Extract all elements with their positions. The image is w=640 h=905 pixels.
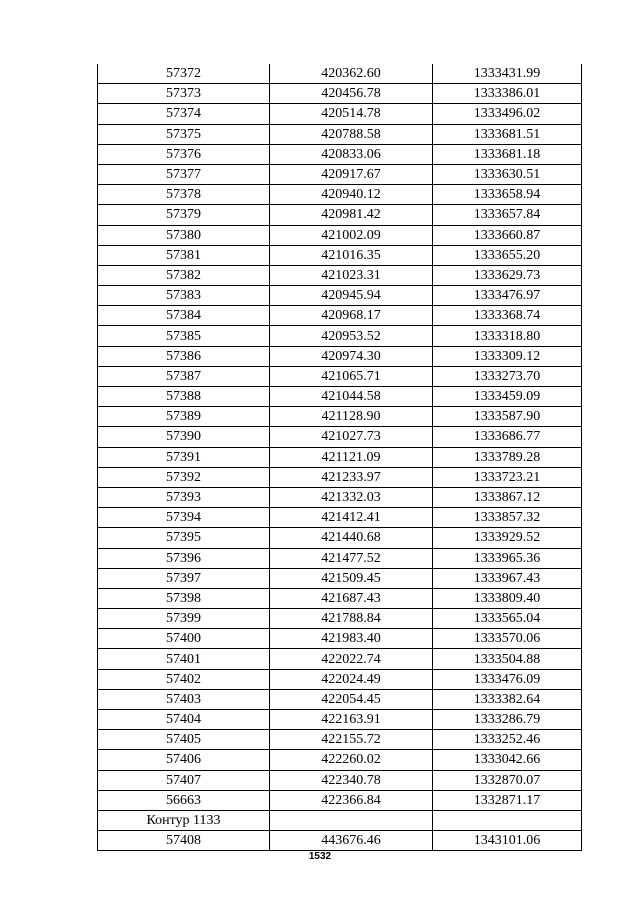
x-coordinate-cell: 422022.74	[270, 649, 433, 669]
y-coordinate-cell: 1333476.97	[433, 286, 582, 306]
point-number-cell: 57398	[98, 588, 270, 608]
x-coordinate-cell: 420940.12	[270, 185, 433, 205]
x-coordinate-cell: 421788.84	[270, 609, 433, 629]
x-coordinate-cell: 420981.42	[270, 205, 433, 225]
y-coordinate-cell: 1333857.32	[433, 508, 582, 528]
y-coordinate-cell: 1333660.87	[433, 225, 582, 245]
table-row	[98, 629, 582, 649]
point-number-cell: 57392	[98, 467, 270, 487]
y-coordinate-cell: 1333629.73	[433, 265, 582, 285]
coordinate-table-body	[98, 64, 582, 851]
point-number-cell: 57386	[98, 346, 270, 366]
x-coordinate-cell: 421332.03	[270, 487, 433, 507]
page-number: 1532	[308, 851, 332, 862]
y-coordinate-cell: 1333382.64	[433, 689, 582, 709]
y-coordinate-cell: 1333655.20	[433, 245, 582, 265]
y-coordinate-cell: 1333496.02	[433, 104, 582, 124]
x-coordinate-cell: 420974.30	[270, 346, 433, 366]
x-coordinate-cell: 420514.78	[270, 104, 433, 124]
x-coordinate-cell: 422024.49	[270, 669, 433, 689]
point-number-cell: 57400	[98, 629, 270, 649]
x-coordinate-cell: 421065.71	[270, 366, 433, 386]
table-row	[98, 205, 582, 225]
point-number-cell: 57377	[98, 164, 270, 184]
x-coordinate-cell: 420945.94	[270, 286, 433, 306]
y-coordinate-cell: 1333459.09	[433, 387, 582, 407]
y-coordinate-cell: 1332871.17	[433, 790, 582, 810]
point-number-cell: 57397	[98, 568, 270, 588]
table-row	[98, 467, 582, 487]
point-number-cell: 57407	[98, 770, 270, 790]
point-number-cell: 57378	[98, 185, 270, 205]
point-number-cell: 57406	[98, 750, 270, 770]
table-row	[98, 730, 582, 750]
y-coordinate-cell: 1343101.06	[433, 831, 582, 851]
y-coordinate-cell: 1333273.70	[433, 366, 582, 386]
table-row	[98, 710, 582, 730]
contour-header-row	[98, 810, 582, 830]
x-coordinate-cell: 420833.06	[270, 144, 433, 164]
x-coordinate-cell: 422366.84	[270, 790, 433, 810]
point-number-cell: 57402	[98, 669, 270, 689]
y-coordinate-cell: 1333967.43	[433, 568, 582, 588]
y-coordinate-cell: 1333476.09	[433, 669, 582, 689]
table-row	[98, 689, 582, 709]
point-number-cell: 57383	[98, 286, 270, 306]
table-row	[98, 185, 582, 205]
y-coordinate-cell: 1333368.74	[433, 306, 582, 326]
table-row	[98, 144, 582, 164]
y-coordinate-cell: 1333723.21	[433, 467, 582, 487]
point-number-cell: 57374	[98, 104, 270, 124]
table-row	[98, 568, 582, 588]
table-row	[98, 407, 582, 427]
table-row	[98, 831, 582, 851]
table-row	[98, 508, 582, 528]
y-coordinate-cell: 1333431.99	[433, 64, 582, 84]
point-number-cell: 57401	[98, 649, 270, 669]
y-coordinate-cell: 1333789.28	[433, 447, 582, 467]
point-number-cell: 56663	[98, 790, 270, 810]
empty-cell	[270, 810, 433, 830]
y-coordinate-cell: 1333929.52	[433, 528, 582, 548]
table-row	[98, 387, 582, 407]
contour-label: Контур 1133	[98, 810, 270, 830]
y-coordinate-cell: 1333042.66	[433, 750, 582, 770]
y-coordinate-cell: 1333309.12	[433, 346, 582, 366]
x-coordinate-cell: 421016.35	[270, 245, 433, 265]
table-row	[98, 649, 582, 669]
point-number-cell: 57390	[98, 427, 270, 447]
y-coordinate-cell: 1333570.06	[433, 629, 582, 649]
point-number-cell: 57393	[98, 487, 270, 507]
point-number-cell: 57387	[98, 366, 270, 386]
table-row	[98, 588, 582, 608]
y-coordinate-cell: 1333386.01	[433, 84, 582, 104]
y-coordinate-cell: 1333252.46	[433, 730, 582, 750]
coordinate-table	[97, 64, 582, 851]
point-number-cell: 57384	[98, 306, 270, 326]
x-coordinate-cell: 421440.68	[270, 528, 433, 548]
x-coordinate-cell: 422163.91	[270, 710, 433, 730]
x-coordinate-cell: 421027.73	[270, 427, 433, 447]
table-row	[98, 609, 582, 629]
x-coordinate-cell: 420968.17	[270, 306, 433, 326]
y-coordinate-cell: 1333504.88	[433, 649, 582, 669]
x-coordinate-cell: 420917.67	[270, 164, 433, 184]
x-coordinate-cell: 421983.40	[270, 629, 433, 649]
y-coordinate-cell: 1333630.51	[433, 164, 582, 184]
x-coordinate-cell: 420953.52	[270, 326, 433, 346]
table-row	[98, 447, 582, 467]
point-number-cell: 57399	[98, 609, 270, 629]
x-coordinate-cell: 421023.31	[270, 265, 433, 285]
point-number-cell: 57391	[98, 447, 270, 467]
table-row	[98, 286, 582, 306]
table-row	[98, 104, 582, 124]
y-coordinate-cell: 1333809.40	[433, 588, 582, 608]
x-coordinate-cell: 421128.90	[270, 407, 433, 427]
empty-cell	[433, 810, 582, 830]
point-number-cell: 57376	[98, 144, 270, 164]
point-number-cell: 57382	[98, 265, 270, 285]
point-number-cell: 57395	[98, 528, 270, 548]
point-number-cell: 57394	[98, 508, 270, 528]
x-coordinate-cell: 421002.09	[270, 225, 433, 245]
table-row	[98, 64, 582, 84]
y-coordinate-cell: 1333318.80	[433, 326, 582, 346]
x-coordinate-cell: 422260.02	[270, 750, 433, 770]
table-row	[98, 225, 582, 245]
point-number-cell: 57396	[98, 548, 270, 568]
y-coordinate-cell: 1333587.90	[433, 407, 582, 427]
x-coordinate-cell: 421233.97	[270, 467, 433, 487]
table-row	[98, 770, 582, 790]
x-coordinate-cell: 421477.52	[270, 548, 433, 568]
point-number-cell: 57388	[98, 387, 270, 407]
table-row	[98, 366, 582, 386]
y-coordinate-cell: 1333681.51	[433, 124, 582, 144]
y-coordinate-cell: 1333657.84	[433, 205, 582, 225]
y-coordinate-cell: 1333867.12	[433, 487, 582, 507]
table-row	[98, 750, 582, 770]
table-row	[98, 346, 582, 366]
table-row	[98, 528, 582, 548]
point-number-cell: 57375	[98, 124, 270, 144]
y-coordinate-cell: 1333286.79	[433, 710, 582, 730]
point-number-cell: 57381	[98, 245, 270, 265]
y-coordinate-cell: 1333965.36	[433, 548, 582, 568]
table-row	[98, 427, 582, 447]
x-coordinate-cell: 421687.43	[270, 588, 433, 608]
table-row	[98, 326, 582, 346]
y-coordinate-cell: 1333565.04	[433, 609, 582, 629]
x-coordinate-cell: 422155.72	[270, 730, 433, 750]
table-row	[98, 245, 582, 265]
x-coordinate-cell: 422054.45	[270, 689, 433, 709]
point-number-cell: 57379	[98, 205, 270, 225]
point-number-cell: 57404	[98, 710, 270, 730]
table-row	[98, 548, 582, 568]
table-row	[98, 669, 582, 689]
x-coordinate-cell: 443676.46	[270, 831, 433, 851]
point-number-cell: 57380	[98, 225, 270, 245]
x-coordinate-cell: 421044.58	[270, 387, 433, 407]
table-row	[98, 124, 582, 144]
x-coordinate-cell: 420788.58	[270, 124, 433, 144]
y-coordinate-cell: 1333686.77	[433, 427, 582, 447]
point-number-cell: 57372	[98, 64, 270, 84]
y-coordinate-cell: 1333681.18	[433, 144, 582, 164]
point-number-cell: 57389	[98, 407, 270, 427]
x-coordinate-cell: 421412.41	[270, 508, 433, 528]
x-coordinate-cell: 421121.09	[270, 447, 433, 467]
table-row	[98, 265, 582, 285]
table-row	[98, 790, 582, 810]
x-coordinate-cell: 420362.60	[270, 64, 433, 84]
point-number-cell: 57405	[98, 730, 270, 750]
x-coordinate-cell: 421509.45	[270, 568, 433, 588]
point-number-cell: 57403	[98, 689, 270, 709]
y-coordinate-cell: 1333658.94	[433, 185, 582, 205]
point-number-cell: 57408	[98, 831, 270, 851]
x-coordinate-cell: 422340.78	[270, 770, 433, 790]
table-row	[98, 84, 582, 104]
point-number-cell: 57385	[98, 326, 270, 346]
table-row	[98, 487, 582, 507]
y-coordinate-cell: 1332870.07	[433, 770, 582, 790]
x-coordinate-cell: 420456.78	[270, 84, 433, 104]
table-row	[98, 306, 582, 326]
coordinate-table-container	[97, 64, 581, 851]
table-row	[98, 164, 582, 184]
point-number-cell: 57373	[98, 84, 270, 104]
